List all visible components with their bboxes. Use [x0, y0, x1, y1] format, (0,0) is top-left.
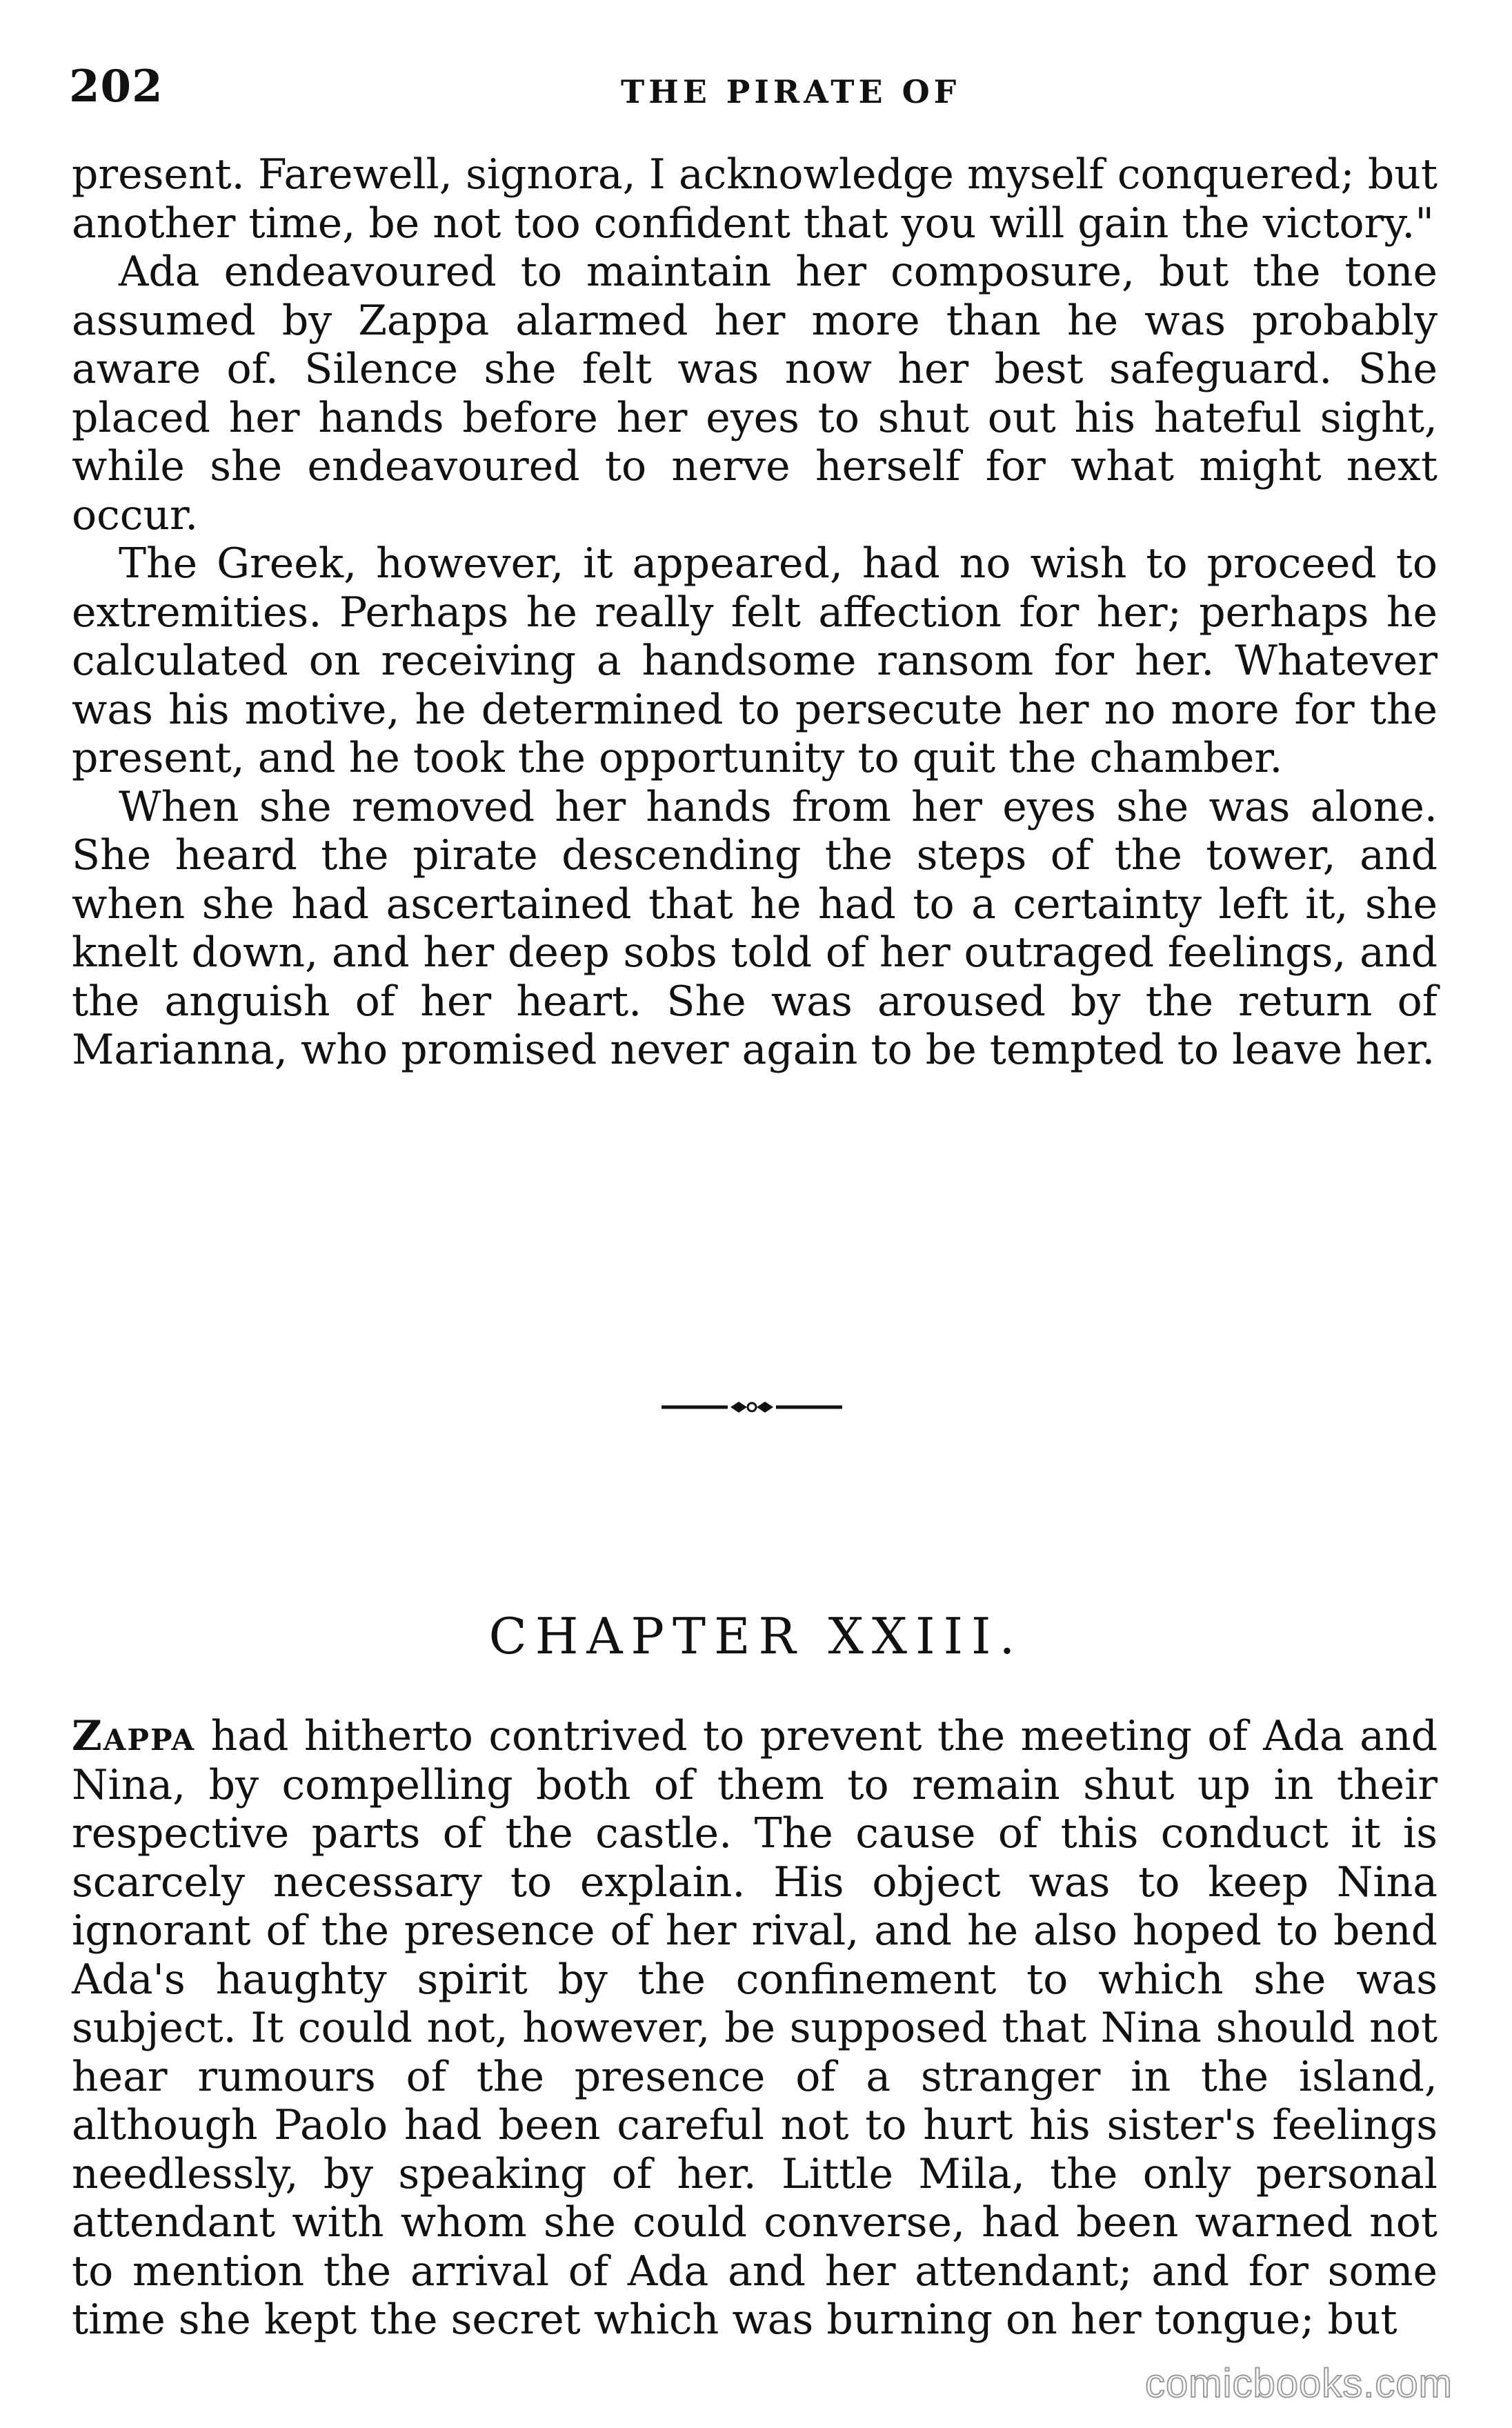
chapter-title: CHAPTER XXIII.: [488, 1607, 1024, 1665]
paragraph: Ada endeavoured to maintain her composure, but the tone assumed by Zappa alarmed her more than he was probably aware of. Silence she felt was now her best safeguard. She placed her hands before her eyes to shut out his hateful sight, while she endeavoured to nerve herself for what might next occur.: [72, 248, 1438, 539]
paragraph: When she removed her hands from her eyes she was alone. She heard the pirate descending the steps of the tower, and when she had ascertained that he had to a certainty left it, she knelt down, and her deep sobs told of her outraged feelings, and the anguish of her heart. She was aroused by the return of Marianna, who promised never again to be tempted to leave her.: [72, 782, 1438, 1074]
paragraph: present. Farewell, signora, I acknowledge myself conquered; but another time, be not too confident that you will gain the victory.": [72, 150, 1438, 248]
chapter-opening-body: had hitherto contrived to prevent the meeting of Ada and Nina, by compelling both of them to remain shut up in their respective parts of the castle. The cause of this conduct it is scarcely necessary to explain. His object was to keep Nina ignorant of the presence of her rival, and he also hoped to bend Ada's haughty spirit by the confinement to which she was subject. It could not, however, be supposed that Nina should not hear rumours of the presence of a stranger in the island, although Paolo had been careful not to hurt his sister's feelings needlessly, by speaking of her. Little Mila, the only personal attendant with whom she could converse, had been warned not to mention the arrival of Ada and her attendant; and for some time she kept the secret which was burning on her tongue; but: [72, 1712, 1438, 2344]
chapter-opening-text: [72, 1712, 1438, 2345]
chapter-opening-word: Zappa: [72, 1712, 196, 1760]
watermark: comicbooks.com: [1145, 2361, 1453, 2406]
section-divider-ornament: [659, 1393, 845, 1421]
paragraph: The Greek, however, it appeared, had no wish to proceed to extremities. Perhaps he really felt affection for her; perhaps he calculated on receiving a handsome ransom for her. Whatever was his motive, he determined to persecute her no more for the present, and he took the opportunity to quit the chamber.: [72, 539, 1438, 782]
running-head: THE PIRATE OF: [621, 73, 961, 110]
chapter-end-text: [72, 150, 1438, 1075]
paragraph: [72, 1712, 1438, 2345]
page-header: [69, 61, 1449, 116]
page-number: 202: [69, 61, 163, 112]
